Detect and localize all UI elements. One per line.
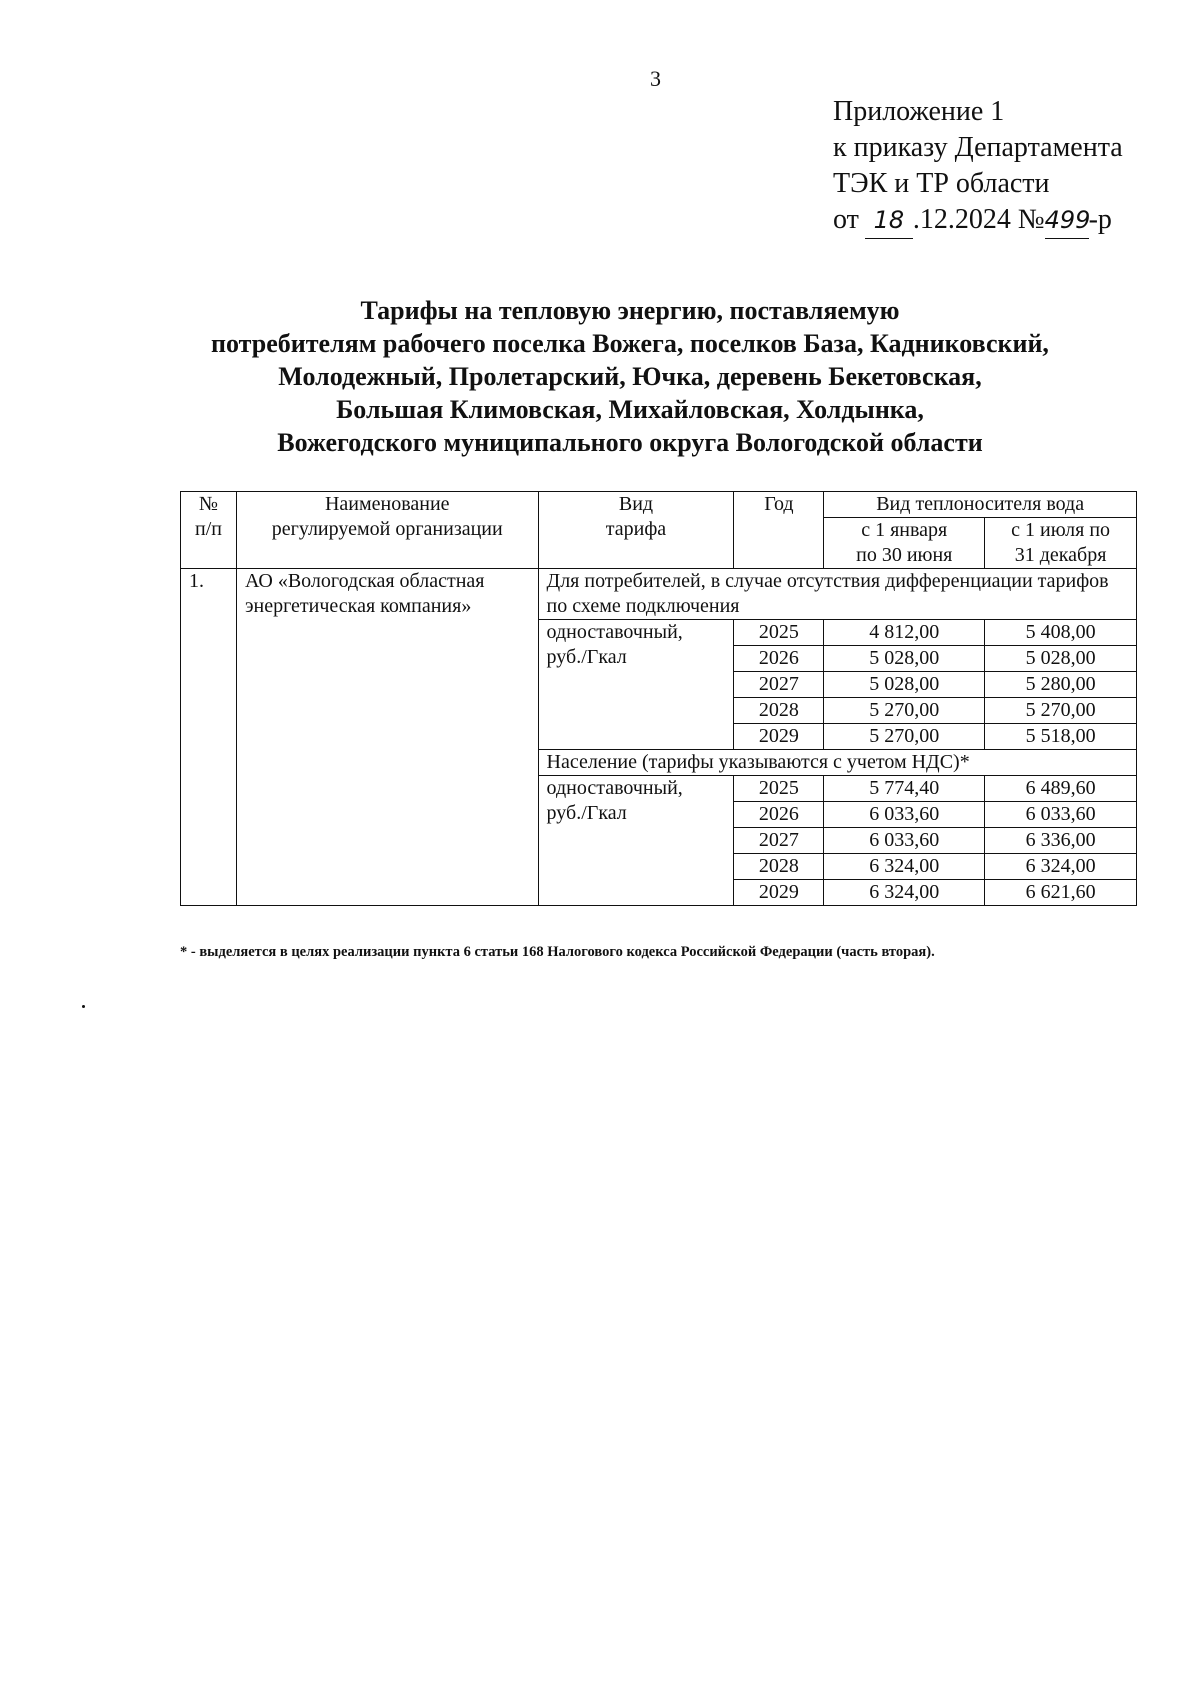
tariff-h2-cell: 6 033,60	[985, 802, 1137, 828]
tariff-h2-cell: 6 621,60	[985, 880, 1137, 906]
annex-line-3: ТЭК и ТР области	[833, 168, 1050, 199]
year-cell: 2027	[734, 828, 824, 854]
tariff-h2-cell: 6 489,60	[985, 776, 1137, 802]
document-title	[140, 294, 1120, 459]
tariff-h2-cell: 6 336,00	[985, 828, 1137, 854]
order-suffix: -р	[1088, 204, 1112, 235]
tariff-h1-cell: 6 033,60	[824, 802, 985, 828]
group-label: Население (тарифы указываются с учетом НДС)*	[538, 750, 1136, 776]
date-prefix: от	[833, 204, 859, 235]
title-line-5: Вожегодского муниципального округа Вологодской области	[277, 428, 983, 457]
title-line-3: Молодежный, Пролетарский, Ючка, деревень Бекетовская,	[278, 362, 982, 391]
tariff-h1-cell: 5 270,00	[824, 698, 985, 724]
tariff-h2-cell: 5 270,00	[985, 698, 1137, 724]
row-number: 1.	[181, 569, 237, 906]
annex-line-1: Приложение 1	[833, 96, 1005, 127]
tariff-type: одноставочный, руб./Гкал	[538, 776, 734, 906]
annex-date-line	[833, 202, 1123, 239]
tariff-h2-cell: 5 518,00	[985, 724, 1137, 750]
scan-speck	[82, 1005, 85, 1008]
tariff-h2-cell: 6 324,00	[985, 854, 1137, 880]
tariff-table	[180, 491, 1137, 906]
title-line-1: Тарифы на тепловую энергию, поставляемую	[360, 296, 900, 325]
header-row	[181, 492, 1137, 518]
tariff-h1-cell: 4 812,00	[824, 620, 985, 646]
footnote: * - выделяется в целях реализации пункта 6 статьи 168 Налогового кодекса Российской Федерации (часть вторая).	[180, 944, 935, 960]
year-cell: 2025	[734, 620, 824, 646]
header-tariff-type: Вид тарифа	[538, 492, 734, 569]
tariff-h2-cell: 5 408,00	[985, 620, 1137, 646]
year-cell: 2029	[734, 724, 824, 750]
title-line-2: потребителям рабочего поселка Вожега, поселков База, Кадниковский,	[211, 329, 1049, 358]
tariff-h1-cell: 5 270,00	[824, 724, 985, 750]
tariff-h1-cell: 6 033,60	[824, 828, 985, 854]
group-label: Для потребителей, в случае отсутствия дифференциации тарифов по схеме подключения	[538, 569, 1136, 620]
header-period-1: с 1 января по 30 июня	[824, 518, 985, 569]
tariff-type: одноставочный, руб./Гкал	[538, 620, 734, 750]
year-cell: 2028	[734, 854, 824, 880]
year-cell: 2029	[734, 880, 824, 906]
year-cell: 2025	[734, 776, 824, 802]
tariff-h1-cell: 6 324,00	[824, 880, 985, 906]
tariff-h2-cell: 5 028,00	[985, 646, 1137, 672]
tariff-h2-cell: 5 280,00	[985, 672, 1137, 698]
organization-name: АО «Вологодская областная энергетическая компания»	[236, 569, 538, 906]
date-rest: .12.2024 №	[912, 204, 1045, 235]
annex-block	[833, 94, 1123, 239]
annex-line-2: к приказу Департамента	[833, 132, 1123, 163]
header-year: Год	[734, 492, 824, 569]
header-num: № п/п	[181, 492, 237, 569]
tariff-h1-cell: 5 028,00	[824, 672, 985, 698]
year-cell: 2026	[734, 802, 824, 828]
year-cell: 2028	[734, 698, 824, 724]
header-org: Наименование регулируемой организации	[236, 492, 538, 569]
header-period-2: с 1 июля по 31 декабря	[985, 518, 1137, 569]
date-day-handwritten: 18	[865, 202, 913, 239]
tariff-h1-cell: 5 774,40	[824, 776, 985, 802]
header-carrier: Вид теплоносителя вода	[824, 492, 1137, 518]
year-cell: 2027	[734, 672, 824, 698]
order-number-handwritten: 499	[1045, 202, 1089, 239]
tariff-h1-cell: 6 324,00	[824, 854, 985, 880]
page-number: 3	[650, 66, 661, 91]
tariff-h1-cell: 5 028,00	[824, 646, 985, 672]
title-line-4: Большая Климовская, Михайловская, Холдынка,	[336, 395, 924, 424]
year-cell: 2026	[734, 646, 824, 672]
group-label-row	[181, 569, 1137, 620]
